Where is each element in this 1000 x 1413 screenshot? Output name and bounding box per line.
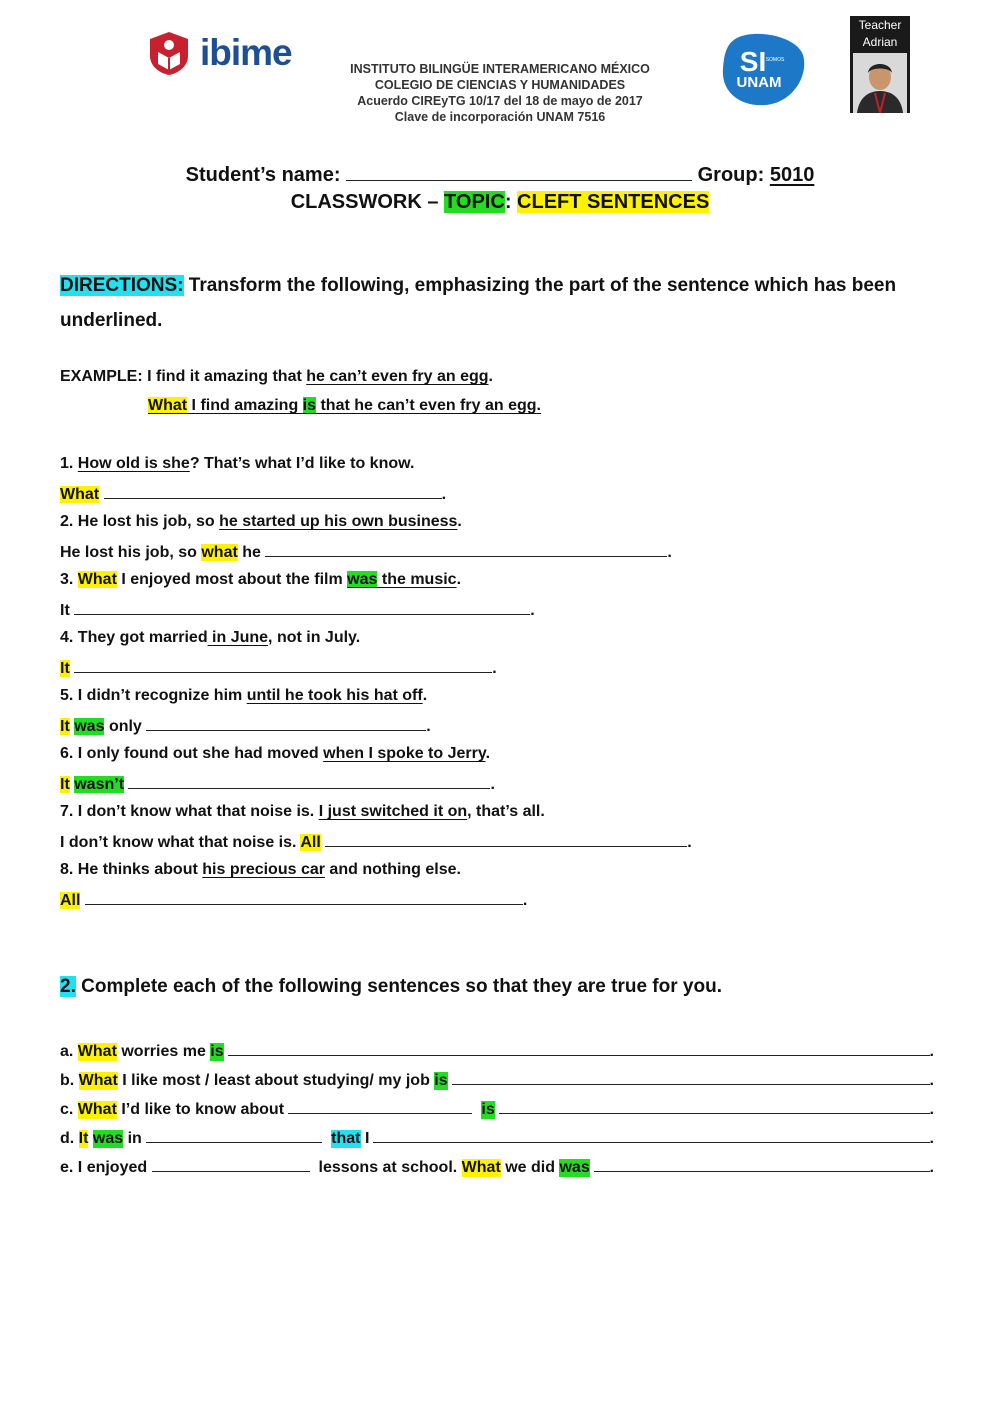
question-4 bbox=[60, 629, 360, 647]
question-2-underlined: he started up his own business bbox=[219, 513, 458, 530]
institution-line: Acuerdo CIREyTG 10/17 del 18 de mayo de 2017 bbox=[357, 94, 643, 108]
group-value: 5010 bbox=[769, 164, 815, 186]
question-3 bbox=[60, 571, 461, 589]
answer-8-blank[interactable] bbox=[85, 890, 523, 905]
answer-5-blank[interactable] bbox=[146, 716, 426, 731]
item-d-blank-2[interactable] bbox=[373, 1128, 929, 1143]
answer-7-all: All bbox=[300, 834, 321, 851]
period: . bbox=[929, 1072, 934, 1089]
question-3-underlined: the music bbox=[377, 571, 457, 588]
item-c-what: What bbox=[77, 1101, 117, 1118]
student-name-label: Student’s name: bbox=[185, 164, 341, 186]
student-name-line bbox=[0, 164, 1000, 187]
question-6-text: 6. I only found out she had moved bbox=[60, 745, 319, 762]
item-a-label: a. bbox=[60, 1043, 74, 1060]
question-1-underlined: How old is she bbox=[77, 455, 190, 472]
answer-6 bbox=[60, 774, 495, 794]
question-4-underlined: in June bbox=[207, 629, 269, 646]
answer-7-blank[interactable] bbox=[325, 832, 687, 847]
question-7-text: 7. I don’t know what that noise is. bbox=[60, 803, 315, 820]
teacher-title: Teacher bbox=[858, 18, 902, 32]
item-b bbox=[60, 1070, 934, 1090]
question-7-rest: , that’s all. bbox=[467, 803, 545, 820]
question-3-number: 3. bbox=[60, 571, 74, 588]
period: . bbox=[929, 1130, 934, 1147]
answer-2-what: what bbox=[201, 544, 238, 561]
answer-5 bbox=[60, 716, 431, 736]
item-b-what: What bbox=[78, 1072, 118, 1089]
directions-label: DIRECTIONS: bbox=[60, 275, 184, 296]
item-a-is: is bbox=[210, 1043, 224, 1060]
example-text: I find it amazing that bbox=[147, 368, 302, 385]
example-answer-what: What bbox=[148, 397, 188, 414]
answer-1-start: What bbox=[60, 486, 100, 503]
teacher-badge bbox=[850, 16, 910, 113]
ibime-logo-text: ibime bbox=[200, 32, 292, 73]
answer-2-blank[interactable] bbox=[265, 542, 667, 557]
answer-6-it: It bbox=[60, 776, 70, 793]
example-answer-mid: I find amazing bbox=[187, 397, 303, 414]
question-2-period: . bbox=[457, 513, 462, 530]
ibime-logo bbox=[146, 30, 292, 76]
answer-6-blank[interactable] bbox=[128, 774, 490, 789]
answer-4-blank[interactable] bbox=[74, 658, 492, 673]
question-8-text: 8. He thinks about bbox=[60, 861, 198, 878]
topic-line bbox=[0, 191, 1000, 214]
item-a-what: What bbox=[77, 1043, 117, 1060]
question-7-underlined: I just switched it on bbox=[318, 803, 468, 820]
item-e-pre: I enjoyed bbox=[77, 1159, 148, 1176]
item-c-blank-1[interactable] bbox=[288, 1099, 472, 1114]
question-8 bbox=[60, 861, 461, 879]
period: . bbox=[522, 892, 528, 909]
answer-5-was: was bbox=[74, 718, 105, 735]
question-3-period: . bbox=[456, 571, 462, 588]
item-e bbox=[60, 1157, 934, 1177]
answer-2-post: he bbox=[242, 544, 261, 561]
answer-7-pre: I don’t know what that noise is. bbox=[60, 834, 297, 851]
item-c bbox=[60, 1099, 934, 1119]
question-5 bbox=[60, 687, 427, 705]
item-d bbox=[60, 1128, 934, 1148]
example-question bbox=[60, 368, 493, 386]
answer-6-wasnt: wasn’t bbox=[74, 776, 125, 793]
question-7 bbox=[60, 803, 545, 821]
item-d-in: in bbox=[127, 1130, 142, 1147]
period: . bbox=[929, 1043, 934, 1060]
item-e-blank-1[interactable] bbox=[152, 1157, 310, 1172]
topic-colon: : bbox=[504, 191, 512, 213]
example-period: . bbox=[488, 368, 493, 385]
answer-4-start: It bbox=[60, 660, 70, 677]
question-8-underlined: his precious car bbox=[202, 861, 325, 878]
item-c-label: c. bbox=[60, 1101, 74, 1118]
item-c-blank-2[interactable] bbox=[499, 1099, 930, 1114]
item-e-blank-2[interactable] bbox=[594, 1157, 930, 1172]
group-label: Group: bbox=[697, 164, 765, 186]
question-1-number: 1. bbox=[60, 455, 74, 472]
question-2-text: 2. He lost his job, so bbox=[60, 513, 215, 530]
question-5-text: 5. I didn’t recognize him bbox=[60, 687, 243, 704]
period: . bbox=[929, 1159, 934, 1176]
section-2-heading bbox=[60, 976, 722, 998]
student-name-blank[interactable] bbox=[346, 166, 692, 181]
answer-1 bbox=[60, 484, 446, 504]
item-c-is: is bbox=[481, 1101, 495, 1118]
institution-line: COLEGIO DE CIENCIAS Y HUMANIDADES bbox=[374, 78, 626, 92]
answer-3 bbox=[60, 600, 535, 620]
item-c-mid: I’d like to know about bbox=[121, 1101, 285, 1118]
question-3-was: was bbox=[347, 571, 378, 588]
item-a bbox=[60, 1041, 934, 1061]
question-4-rest: , not in July. bbox=[268, 629, 361, 646]
item-e-label: e. bbox=[60, 1159, 74, 1176]
answer-8-all: All bbox=[60, 892, 81, 909]
item-d-that: that bbox=[331, 1130, 361, 1147]
question-4-text: 4. They got married bbox=[60, 629, 208, 646]
section-2-text: Complete each of the following sentences so that they are true for you. bbox=[81, 976, 722, 997]
unam-logo-si: SI bbox=[739, 46, 767, 77]
answer-8 bbox=[60, 890, 527, 910]
question-6-period: . bbox=[485, 745, 491, 762]
directions bbox=[60, 268, 920, 338]
period: . bbox=[687, 834, 692, 851]
answer-3-start: It bbox=[60, 602, 70, 619]
period: . bbox=[667, 544, 672, 561]
answer-2 bbox=[60, 542, 672, 562]
question-5-period: . bbox=[422, 687, 428, 704]
period: . bbox=[530, 602, 535, 619]
item-d-label: d. bbox=[60, 1130, 75, 1147]
answer-2-pre: He lost his job, so bbox=[60, 544, 197, 561]
question-6-underlined: when I spoke to Jerry bbox=[323, 745, 486, 762]
institution-line: Clave de incorporación UNAM 7516 bbox=[394, 110, 606, 124]
answer-1-blank[interactable] bbox=[104, 484, 442, 499]
example-answer-is: is bbox=[302, 397, 317, 414]
classwork-label: CLASSWORK – bbox=[290, 191, 439, 213]
answer-3-blank[interactable] bbox=[74, 600, 530, 615]
question-1-rest: ? That’s what I’d like to know. bbox=[189, 455, 415, 472]
si-unam-logo bbox=[719, 31, 805, 107]
item-e-we-did: we did bbox=[505, 1159, 556, 1176]
answer-5-only: only bbox=[108, 718, 142, 735]
unam-logo-somos: SOMOS bbox=[765, 57, 785, 63]
example-underlined: he can’t even fry an egg bbox=[306, 368, 489, 385]
item-d-was: was bbox=[92, 1130, 124, 1147]
item-d-it: It bbox=[78, 1130, 89, 1147]
item-d-blank-1[interactable] bbox=[146, 1128, 322, 1143]
item-a-mid: worries me bbox=[121, 1043, 206, 1060]
unam-logo-unam: UNAM bbox=[736, 74, 782, 91]
answer-4 bbox=[60, 658, 497, 678]
teacher-photo bbox=[853, 53, 907, 113]
question-3-mid: I enjoyed most about the film bbox=[121, 571, 343, 588]
question-2 bbox=[60, 513, 462, 531]
answer-5-it: It bbox=[60, 718, 70, 735]
period: . bbox=[490, 776, 495, 793]
topic-value: CLEFT SENTENCES bbox=[517, 191, 710, 213]
question-1 bbox=[60, 455, 414, 473]
section-2-number: 2. bbox=[60, 976, 76, 997]
period: . bbox=[426, 718, 431, 735]
teacher-name: Adrian bbox=[862, 35, 898, 49]
period: . bbox=[929, 1101, 934, 1118]
item-b-mid: I like most / least about studying/ my job bbox=[122, 1072, 430, 1089]
example-label: EXAMPLE: bbox=[60, 368, 143, 385]
item-d-i: I bbox=[364, 1130, 370, 1147]
institution-line: INSTITUTO BILINGÜE INTERAMERICANO MÉXICO bbox=[350, 62, 650, 76]
topic-label: TOPIC bbox=[444, 191, 505, 213]
example-answer bbox=[148, 397, 541, 415]
item-b-is: is bbox=[434, 1072, 448, 1089]
question-5-underlined: until he took his hat off bbox=[246, 687, 423, 704]
period: . bbox=[492, 660, 497, 677]
question-6 bbox=[60, 745, 490, 763]
item-a-blank[interactable] bbox=[228, 1041, 930, 1056]
period: . bbox=[441, 486, 447, 503]
item-e-what: What bbox=[461, 1159, 501, 1176]
directions-text: Transform the following, emphasizing the part of the sentence which has been underlined. bbox=[60, 275, 897, 331]
question-3-what: What bbox=[77, 571, 117, 588]
item-e-mid: lessons at school. bbox=[318, 1159, 458, 1176]
item-b-label: b. bbox=[60, 1072, 75, 1089]
item-b-blank[interactable] bbox=[452, 1070, 930, 1085]
institution-info bbox=[320, 61, 680, 125]
answer-7 bbox=[60, 832, 692, 852]
item-e-was: was bbox=[559, 1159, 590, 1176]
question-8-rest: and nothing else. bbox=[329, 861, 461, 878]
example-answer-rest: that he can’t even fry an egg. bbox=[316, 397, 541, 414]
ibime-shield-icon bbox=[146, 30, 192, 76]
